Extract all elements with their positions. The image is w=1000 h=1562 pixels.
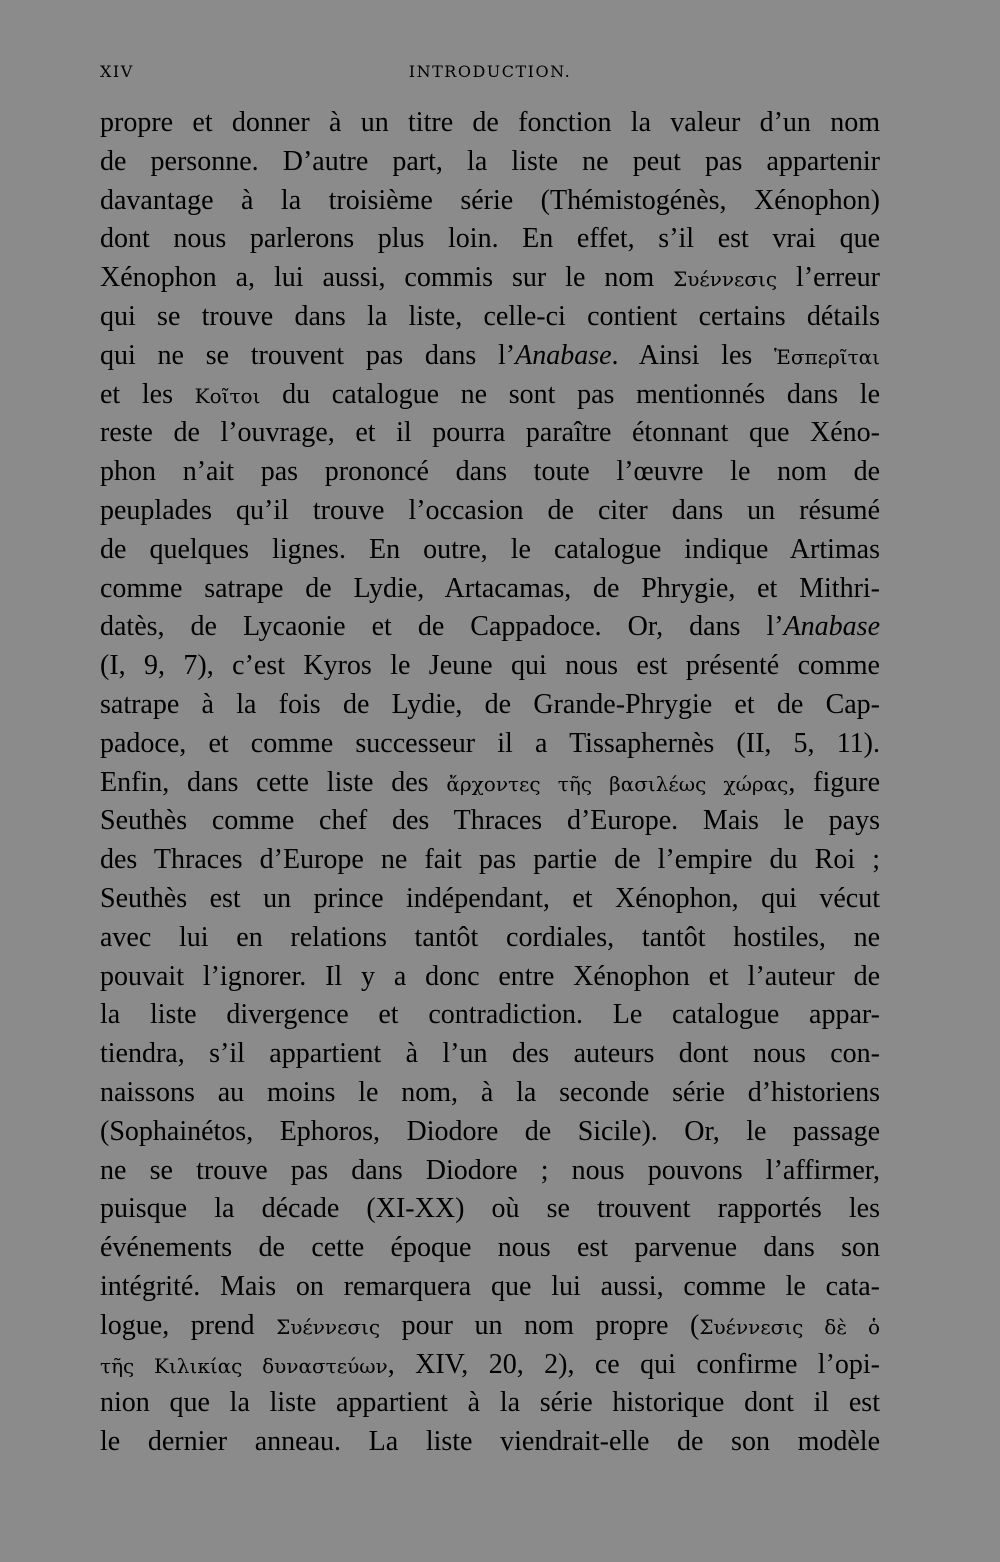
text-segment: Enfin, dans cette liste des (100, 766, 447, 798)
text-segment: comme satrape de Lydie, Artacamas, de Phrygie, et Mithri- (100, 572, 880, 604)
text-segment: davantage à la troisième série (Thémistogénès, Xénophon) (100, 184, 880, 216)
text-line (100, 608, 880, 647)
text-line (100, 919, 880, 958)
text-line (100, 996, 880, 1035)
text-line (100, 958, 880, 997)
text-segment: Seuthès est un prince indépendant, et Xénophon, qui vécut (100, 882, 880, 914)
text-segment: , XIV, 20, 2), ce qui confirme l’opi- (387, 1348, 880, 1380)
text-segment: (Sophainétos, Ephoros, Diodore de Sicile). Or, le passage (100, 1115, 880, 1147)
text-line (100, 182, 880, 221)
text-segment: la liste divergence et contradiction. Le catalogue appar- (100, 999, 880, 1031)
text-segment: propre et donner à un titre de fonction la valeur d’un nom (100, 107, 880, 138)
text-segment: , figure (788, 766, 880, 798)
text-line (100, 686, 880, 725)
text-segment: avec lui en relations tantôt cordiales, tantôt hostiles, ne (100, 921, 880, 953)
text-segment: peuplades qu’il trouve l’occasion de citer dans un résumé (100, 494, 880, 526)
text-segment: padoce, et comme successeur il a Tissaphernès (II, 5, 11). (100, 727, 880, 759)
running-header (100, 62, 880, 86)
greek-term: ἄρχοντες τῆς βασιλέως χώρας (446, 771, 789, 796)
greek-term: Ἑσπερῖται (774, 344, 880, 369)
text-line (100, 880, 880, 919)
text-segment: reste de l’ouvrage, et il pourra paraître étonnant que Xéno- (100, 417, 880, 449)
text-segment: (I, 9, 7), c’est Kyros le Jeune qui nous est présenté comme (100, 650, 880, 682)
text-line (100, 1384, 880, 1423)
text-line (100, 1152, 880, 1191)
text-line (100, 570, 880, 609)
text-segment: tiendra, s’il appartient à l’un des auteurs dont nous con- (100, 1038, 880, 1070)
text-line (100, 764, 880, 803)
text-segment: événements de cette époque nous est parvenue dans son (100, 1232, 880, 1264)
body-text (100, 104, 880, 1462)
text-segment: Seuthès comme chef des Thraces d’Europe. Mais le pays (100, 805, 880, 837)
text-line (100, 1423, 880, 1462)
text-line (100, 725, 880, 764)
text-line (100, 647, 880, 686)
text-line (100, 1229, 880, 1268)
text-segment: de personne. D’autre part, la liste ne peut pas appartenir (100, 145, 880, 177)
text-line (100, 220, 880, 259)
text-line (100, 1346, 880, 1385)
greek-term: Κοῖτοι (194, 383, 261, 408)
text-segment: dont nous parlerons plus loin. En effet, s’il est vrai que (100, 223, 880, 255)
text-segment: puisque la décade (XI-XX) où se trouvent rapportés les (100, 1193, 880, 1225)
text-segment: Xénophon a, lui aussi, commis sur le nom (100, 262, 674, 294)
text-line (100, 143, 880, 182)
text-segment: de quelques lignes. En outre, le catalogue indique Artimas (100, 533, 880, 565)
text-segment: naissons au moins le nom, à la seconde série d’historiens (100, 1076, 880, 1108)
text-line (100, 1190, 880, 1229)
text-segment: intégrité. Mais on remarquera que lui aussi, comme le cata- (100, 1270, 880, 1302)
text-line (100, 1074, 880, 1113)
text-segment: nion que la liste appartient à la série historique dont il est (100, 1387, 880, 1419)
greek-term: Συέννεσις (673, 267, 778, 292)
greek-term: τῆς Κιλικίας δυναστεύων (100, 1353, 388, 1378)
text-line (100, 1035, 880, 1074)
page-number: XIV (100, 62, 134, 81)
text-segment: pour un nom propre ( (380, 1309, 700, 1341)
text-line (100, 414, 880, 453)
text-segment: qui ne se trouvent pas dans l’ (100, 339, 516, 371)
text-line (100, 298, 880, 337)
text-line (100, 376, 880, 415)
text-line (100, 492, 880, 531)
text-line (100, 531, 880, 570)
text-line (100, 104, 880, 143)
text-line (100, 337, 880, 376)
text-segment: logue, prend (100, 1309, 277, 1341)
text-line (100, 453, 880, 492)
running-title: INTRODUCTION. (408, 62, 572, 81)
text-line (100, 259, 880, 298)
text-segment: . Ainsi les (611, 339, 775, 371)
greek-term: Συέννεσις (276, 1314, 381, 1339)
text-segment: phon n’ait pas prononcé dans toute l’œuvre le nom de (100, 456, 880, 488)
text-line (100, 1307, 880, 1346)
text-segment: l’erreur (777, 262, 880, 294)
text-segment: datès, de Lycaonie et de Cappadoce. Or, dans l’ (100, 611, 784, 643)
text-line (100, 1268, 880, 1307)
text-line (100, 802, 880, 841)
italic-title: Anabase (783, 611, 880, 643)
text-segment: et les (100, 378, 195, 410)
text-segment: pouvait l’ignorer. Il y a donc entre Xénophon et l’auteur de (100, 960, 880, 992)
text-segment: satrape à la fois de Lydie, de Grande-Phrygie et de Cap- (100, 688, 880, 720)
text-segment: le dernier anneau. La liste viendrait-elle de son modèle (100, 1426, 880, 1458)
text-line (100, 1113, 880, 1152)
text-line (100, 841, 880, 880)
text-segment: du catalogue ne sont pas mentionnés dans le (260, 378, 880, 410)
italic-title: Anabase (515, 339, 612, 371)
text-segment: qui se trouve dans la liste, celle-ci contient certains détails (100, 300, 880, 332)
text-segment: des Thraces d’Europe ne fait pas partie de l’empire du Roi ; (100, 844, 880, 876)
greek-term: Συέννεσις δὲ ὁ (699, 1314, 880, 1339)
text-segment: ne se trouve pas dans Diodore ; nous pouvons l’affirmer, (100, 1154, 880, 1186)
